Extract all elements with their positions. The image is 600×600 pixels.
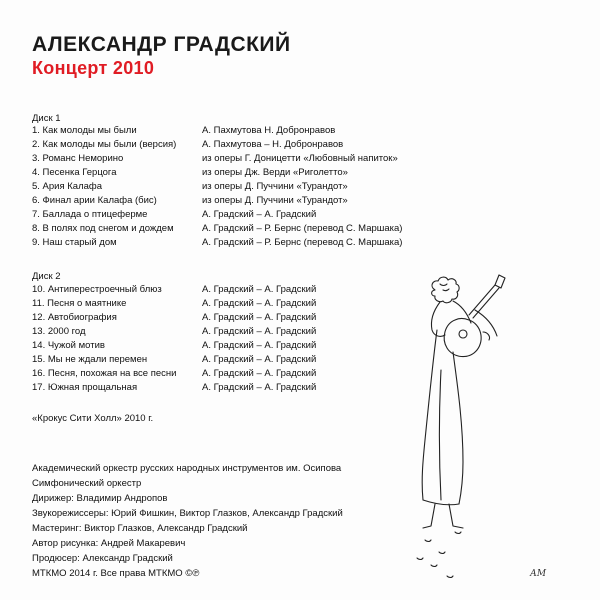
track-title: 4. Песенка Герцога (32, 167, 117, 178)
track-title: 14. Чужой мотив (32, 340, 105, 351)
track-credit: А. Градский – А. Градский (202, 326, 317, 337)
track-title: 9. Наш старый дом (32, 237, 117, 248)
track-credit: А. Пахмутова Н. Добронравов (202, 125, 336, 136)
track-row (32, 180, 572, 194)
track-row (32, 208, 572, 222)
track-credit: из оперы Д. Пуччини «Турандот» (202, 181, 348, 192)
track-title: 12. Автобиография (32, 312, 117, 323)
track-row (32, 236, 572, 250)
concert-title: Концерт 2010 (32, 58, 155, 78)
track-credit: из оперы Г. Доницетти «Любовный напиток» (202, 153, 398, 164)
track-credit: А. Пахмутова – Н. Добронравов (202, 139, 344, 150)
track-title: 11. Песня о маятнике (32, 298, 127, 309)
credit-line: Симфонический оркестр (32, 478, 142, 489)
credit-line: Академический оркестр русских народных инструментов им. Осипова (32, 463, 342, 474)
artist-name: АЛЕКСАНДР ГРАДСКИЙ (32, 33, 291, 56)
track-credit: А. Градский – Р. Бернс (перевод С. Маршака) (202, 223, 403, 234)
track-row (32, 138, 572, 152)
track-credit: А. Градский – А. Градский (202, 382, 317, 393)
credits-block (32, 461, 343, 581)
track-title: 6. Финал арии Калафа (бис) (32, 195, 157, 206)
track-row (32, 166, 572, 180)
track-credit: А. Градский – А. Градский (202, 368, 317, 379)
track-credit: из оперы Дж. Верди «Риголетто» (202, 167, 348, 178)
track-credit: А. Градский – А. Градский (202, 209, 317, 220)
credit-line: Мастеринг: Виктор Глазков, Александр Градский (32, 523, 248, 534)
track-title: 3. Романс Неморино (32, 153, 124, 164)
track-credit: А. Градский – А. Градский (202, 354, 317, 365)
track-title: 5. Ария Калафа (32, 181, 103, 192)
track-credit: А. Градский – Р. Бернс (перевод С. Маршака) (202, 237, 403, 248)
credit-line: МТКМО 2014 г. Все права МТКМО ©℗ (32, 568, 200, 579)
track-row (32, 194, 572, 208)
track-title: 16. Песня, похожая на все песни (32, 368, 177, 379)
track-title: 10. Антиперестроечный блюз (32, 284, 162, 295)
track-title: 15. Мы не ждали перемен (32, 354, 148, 365)
disc1-tracklist (32, 124, 572, 250)
credit-line: Продюсер: Александр Градский (32, 553, 173, 564)
track-credit: А. Градский – А. Градский (202, 284, 317, 295)
track-credit: из оперы Д. Пуччини «Турандот» (202, 195, 348, 206)
track-title: 7. Баллада о птицеферме (32, 209, 148, 220)
track-title: 17. Южная прощальная (32, 382, 138, 393)
venue-line: «Крокус Сити Холл» 2010 г. (32, 413, 154, 424)
artist-signature: АМ (530, 569, 547, 579)
track-title: 1. Как молоды мы были (32, 125, 137, 136)
disc1-title: Диск 1 (32, 113, 61, 124)
track-title: 8. В полях под снегом и дождем (32, 223, 174, 234)
credit-line: Дирижер: Владимир Андропов (32, 493, 168, 504)
track-row (32, 124, 572, 138)
track-title: 2. Как молоды мы были (версия) (32, 139, 177, 150)
credit-line: Автор рисунка: Андрей Макаревич (32, 538, 186, 549)
track-credit: А. Градский – А. Градский (202, 298, 317, 309)
track-row (32, 152, 572, 166)
track-credit: А. Градский – А. Градский (202, 312, 317, 323)
track-credit: А. Градский – А. Градский (202, 340, 317, 351)
guitarist-sketch-illustration (395, 270, 565, 590)
track-title: 13. 2000 год (32, 326, 86, 337)
disc2-title: Диск 2 (32, 271, 61, 282)
credit-line: Звукорежиссеры: Юрий Фишкин, Виктор Глазков, Александр Градский (32, 508, 343, 519)
track-row (32, 222, 572, 236)
